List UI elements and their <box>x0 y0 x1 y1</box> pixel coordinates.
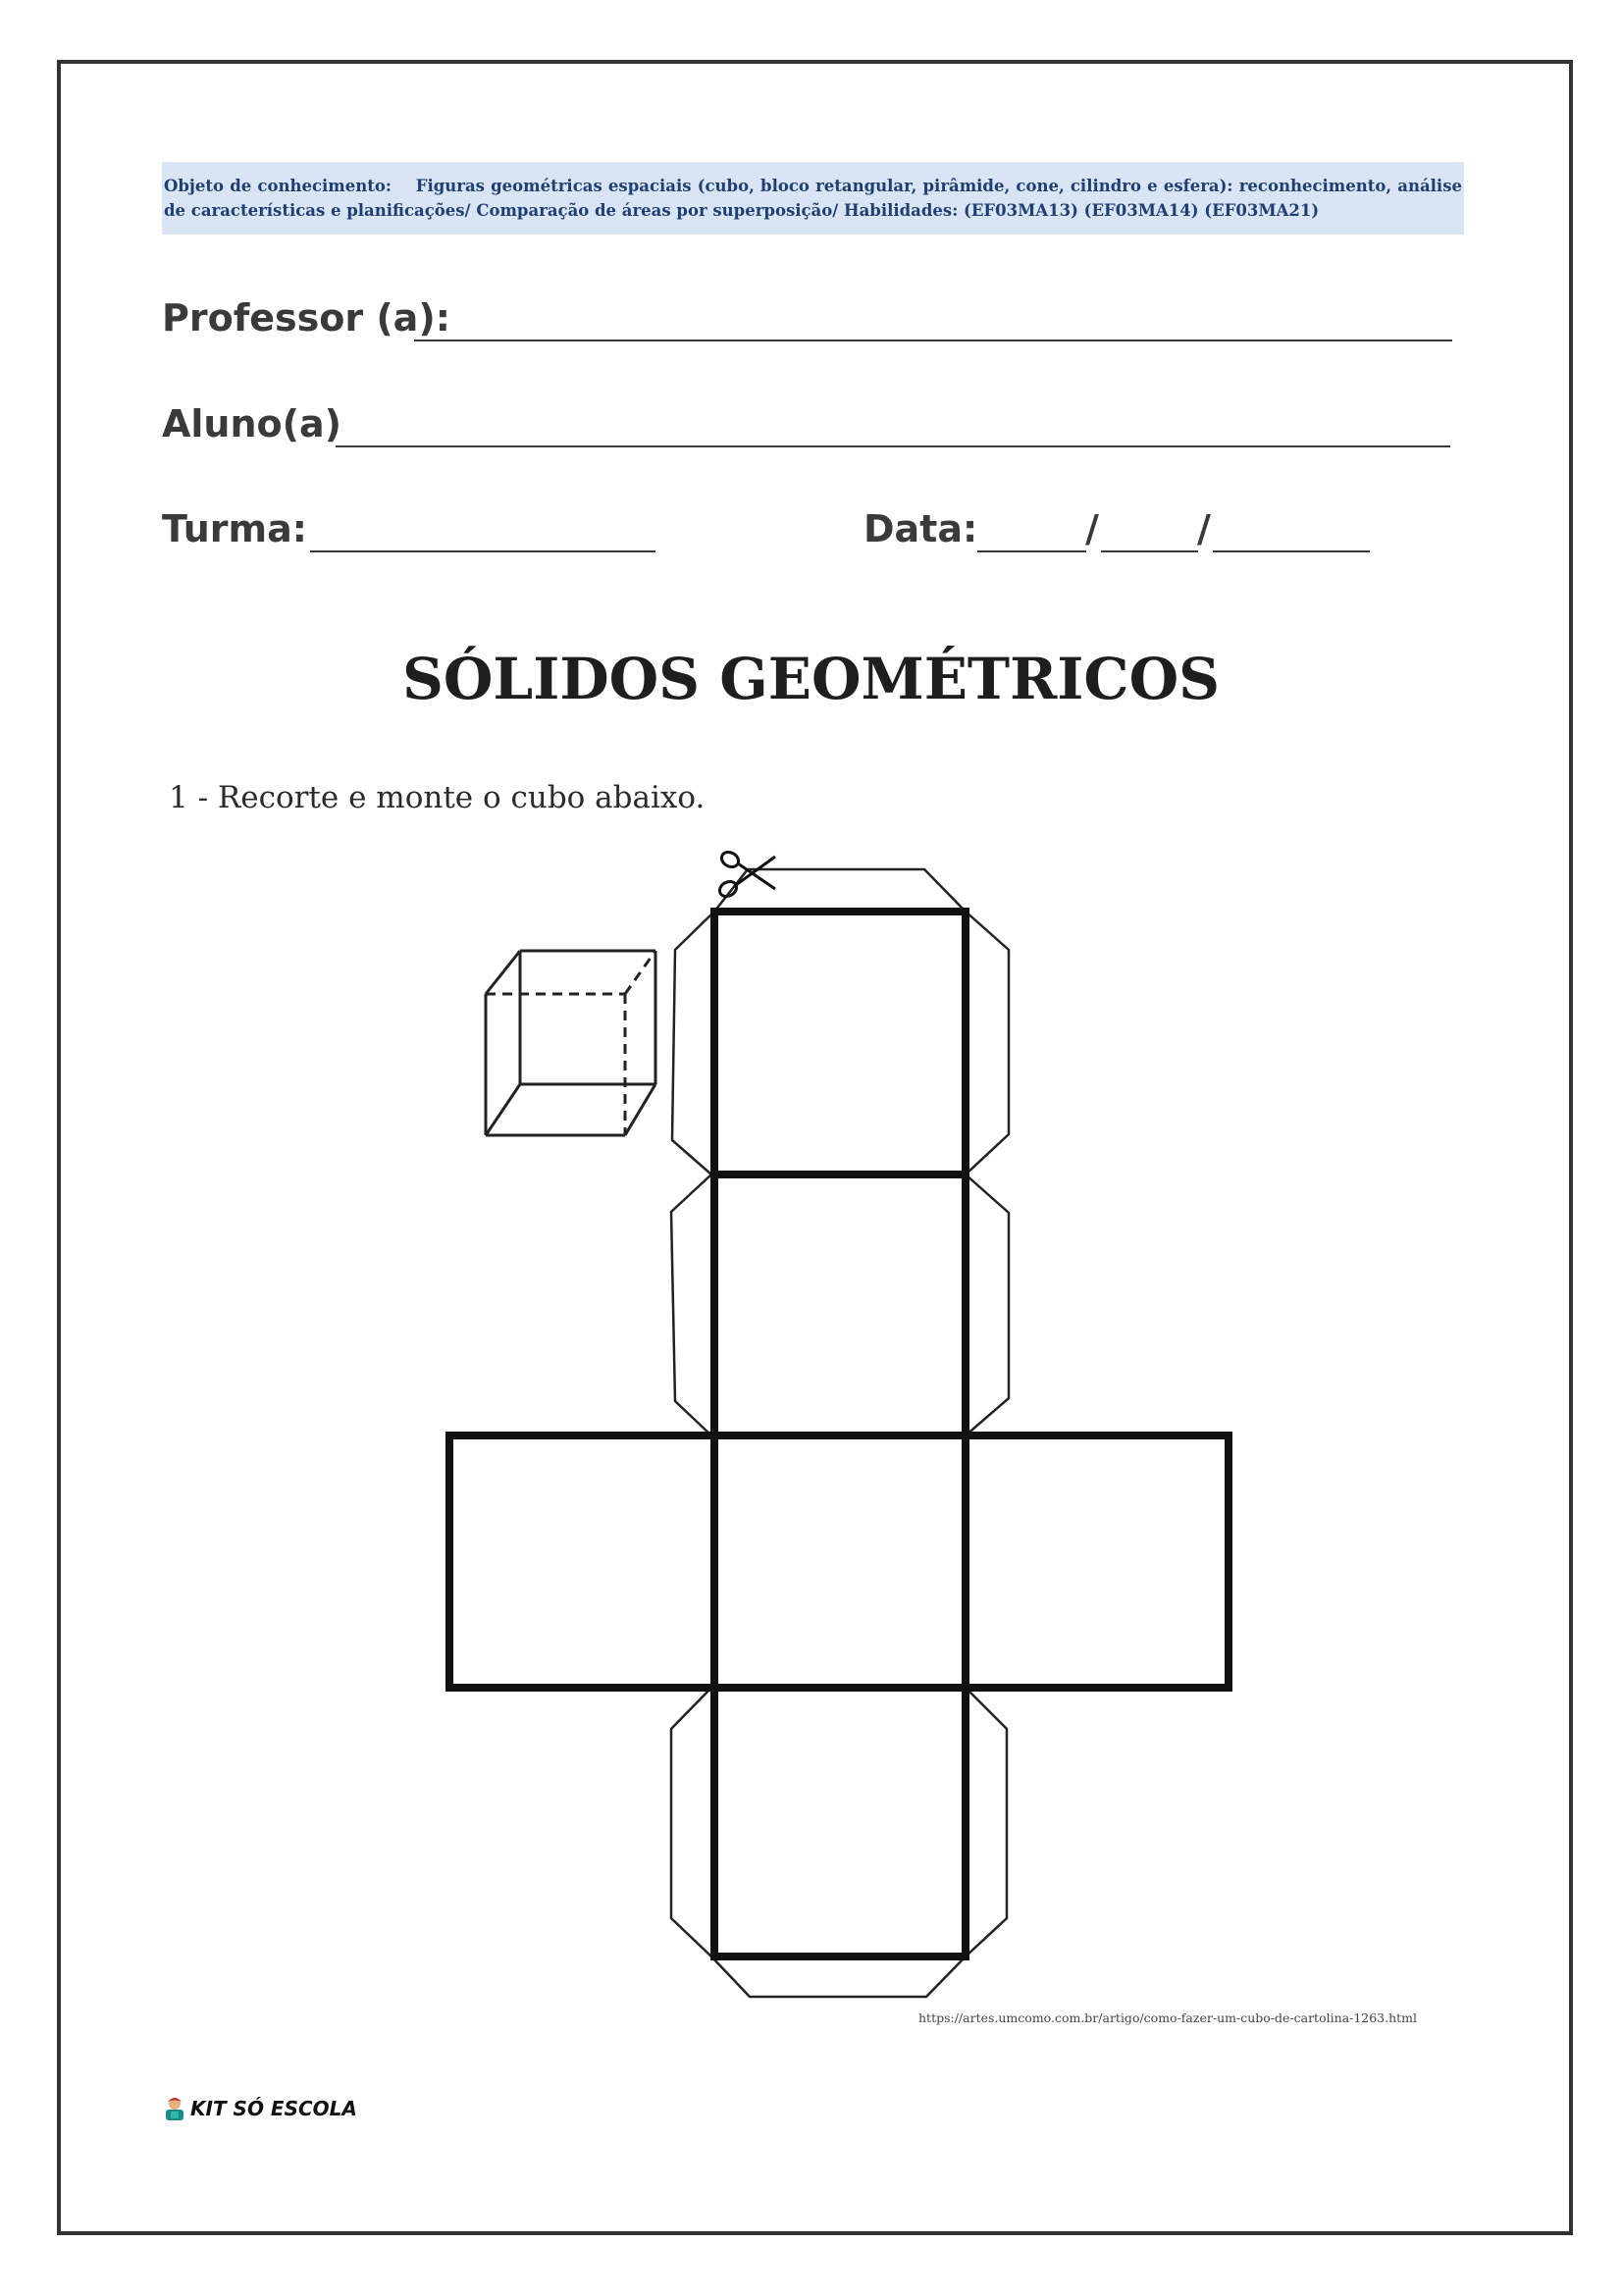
glue-tab-bottom <box>711 1957 966 1997</box>
brand-logo <box>163 2096 357 2121</box>
scissors-icon <box>717 849 775 899</box>
student-icon <box>163 2096 186 2121</box>
source-url: https://artes.umcomo.com.br/artigo/como-fazer-um-cubo-de-cartolina-1263.html <box>918 2010 1418 2025</box>
glue-tab-face1-left <box>672 912 714 1174</box>
cube-face-left <box>449 1435 714 1688</box>
glue-tab-face5-right <box>966 1688 1007 1957</box>
cube-faces <box>449 912 1229 1957</box>
knowledge-object-box: Objeto de conhecimento: Figuras geométricas espaciais (cubo, bloco retangular, pirâmide, cone, cilindro e esfera): reconhecimento, análise de características e planificações/ Comparação de áreas por superposição/ Habilidades: (EF03MA13) (EF03MA14) (EF03MA21) <box>162 162 1464 235</box>
cube-face-right <box>966 1435 1229 1688</box>
data-separator-2: / <box>1197 507 1211 550</box>
glue-tab-face1-right <box>966 912 1009 1174</box>
cube-face-center <box>714 1435 966 1688</box>
aluno-label: Aluno(a) <box>162 402 342 445</box>
glue-tab-top <box>714 869 966 912</box>
data-label: Data: <box>863 507 978 550</box>
question-1: 1 - Recorte e monte o cubo abaixo. <box>169 780 706 815</box>
professor-label: Professor (a): <box>162 296 450 339</box>
glue-tab-face2-right <box>966 1174 1009 1435</box>
brand-name: KIT SÓ ESCOLA <box>190 2097 357 2120</box>
turma-label: Turma: <box>162 507 307 550</box>
page-title: SÓLIDOS GEOMÉTRICOS <box>402 646 1220 712</box>
glue-tab-face5-left <box>671 1688 711 1957</box>
cube-face-bottom <box>714 1688 966 1957</box>
cube-icon <box>486 951 655 1135</box>
glue-tab-face2-left <box>671 1174 711 1435</box>
cube-face-2 <box>714 1174 966 1435</box>
data-separator-1: / <box>1085 507 1099 550</box>
cube-face-top <box>714 912 966 1174</box>
